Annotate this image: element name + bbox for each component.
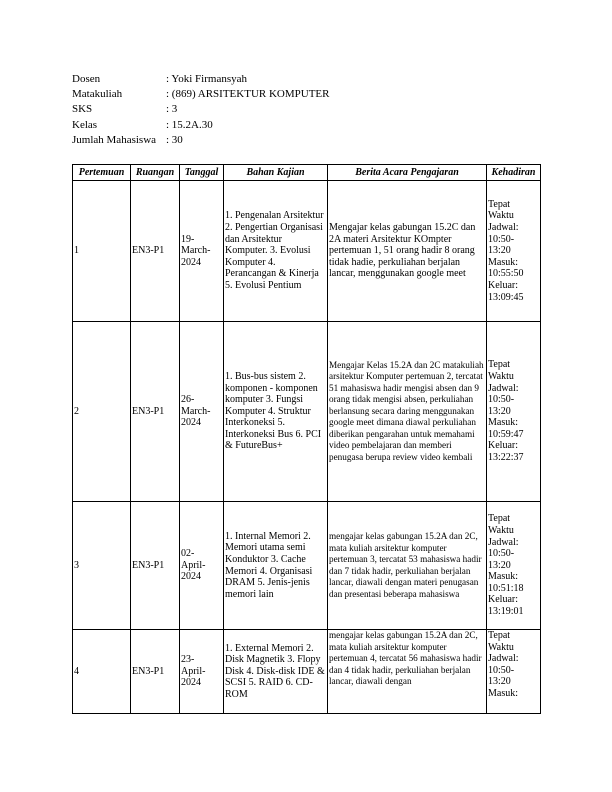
cell-kehadiran: Tepat Waktu Jadwal: 10:50- 13:20 Masuk: 10:59:47 Keluar: 13:22:37 [487,322,541,502]
info-value: : (869) ARSITEKTUR KOMPUTER [166,88,330,101]
table-row [73,181,541,322]
table-row [73,630,541,714]
info-value: : Yoki Firmansyah [166,73,247,85]
info-row-jumlah [72,133,329,148]
info-row-matakuliah [72,87,329,102]
cell-bahan-kajian: 1. Internal Memori 2. Memori utama semi Konduktor 3. Cache Memori 4. Organisasi DRAM 5. Jenis-jenis memori lain [224,502,328,630]
cell-bahan-kajian: 1. External Memori 2. Disk Magnetik 3. Flopy Disk 4. Disk-disk IDE & SCSI 5. RAID 6. CD-ROM [224,630,328,714]
cell-bahan-kajian: 1. Pengenalan Arsitektur 2. Pengertian Organisasi dan Arsitektur Komputer. 3. Evolusi Komputer 4. Perancangan & Kinerja 5. Evolusi Pentium [224,181,328,322]
course-info [72,72,329,148]
cell-tanggal: 19- March- 2024 [180,181,224,322]
info-label: Kelas [72,118,98,131]
cell-pertemuan: 2 [73,322,131,502]
cell-ruangan: EN3-P1 [131,181,180,322]
info-label: Dosen [72,73,101,85]
header-berita-acara: Berita Acara Pengajaran [328,165,487,181]
cell-tanggal: 02- April- 2024 [180,502,224,630]
info-label: SKS [72,103,93,116]
cell-berita-acara: mengajar kelas gabungan 15.2A dan 2C, mata kuliah arsitektur komputer pertemuan 3, tercatat 53 mahasiswa hadir dan 7 tidak hadir, perkuliahan berjalan lancar, diawali dengan materi penugasan dan presentasi beberapa mahasiswa [328,502,487,630]
cell-berita-acara: Mengajar Kelas 15.2A dan 2C matakuliah arsitektur Komputer pertemuan 2, tercatat 51 mahasiswa hadir mengisi absen dan 9 orang tidak mengisi absen, perkuliahan berlansung secara daring menggunakan google meet dimana diawal perkuliahan diberikan pengarahan untuk memahami video pembelajaran dan memberi penugasa berupa review video kembali [328,322,487,502]
cell-tanggal: 26- March- 2024 [180,322,224,502]
info-label: Matakuliah [72,88,123,101]
table-header-row [73,165,541,181]
header-bahan-kajian: Bahan Kajian [224,165,328,181]
cell-bahan-kajian: 1. Bus-bus sistem 2. komponen - komponen komputer 3. Fungsi Komputer 4. Struktur Interkoneksi 5. Interkoneksi Bus 6. PCI & FutureBus+ [224,322,328,502]
header-ruangan: Ruangan [131,165,180,181]
header-pertemuan: Pertemuan [73,165,131,181]
cell-pertemuan: 1 [73,181,131,322]
cell-pertemuan: 4 [73,630,131,714]
cell-tanggal: 23- April- 2024 [180,630,224,714]
info-row-sks [72,102,329,117]
cell-kehadiran: Tepat Waktu Jadwal: 10:50- 13:20 Masuk: [487,630,541,714]
info-value: : 30 [166,133,183,146]
cell-berita-acara: Mengajar kelas gabungan 15.2C dan 2A materi Arsitektur KOmpter pertemuan 1, 51 orang hadir 8 orang tidak hadie, perkuliahan berjalan lancar, menggunakan google meet [328,181,487,322]
cell-kehadiran: Tepat Waktu Jadwal: 10:50- 13:20 Masuk: 10:51:18 Keluar: 13:19:01 [487,502,541,630]
cell-ruangan: EN3-P1 [131,322,180,502]
info-row-kelas [72,118,329,133]
header-kehadiran: Kehadiran [487,165,541,181]
info-label: Jumlah Mahasiswa [72,133,157,146]
table-row [73,322,541,502]
cell-ruangan: EN3-P1 [131,630,180,714]
info-row-dosen [72,72,329,87]
table-row [73,502,541,630]
attendance-table [72,164,541,714]
cell-berita-acara: mengajar kelas gabungan 15.2A dan 2C, mata kuliah arsitektur komputer pertemuan 4, tercatat 56 mahasiswa hadir dan 4 tidak hadir, perkuliahan berjalan lancar, diawali dengan [328,630,487,714]
info-value: : 15.2A.30 [166,118,213,131]
info-value: : 3 [166,103,178,116]
cell-ruangan: EN3-P1 [131,502,180,630]
cell-pertemuan: 3 [73,502,131,630]
header-tanggal: Tanggal [180,165,224,181]
cell-kehadiran: Tepat Waktu Jadwal: 10:50- 13:20 Masuk: 10:55:50 Keluar: 13:09:45 [487,181,541,322]
